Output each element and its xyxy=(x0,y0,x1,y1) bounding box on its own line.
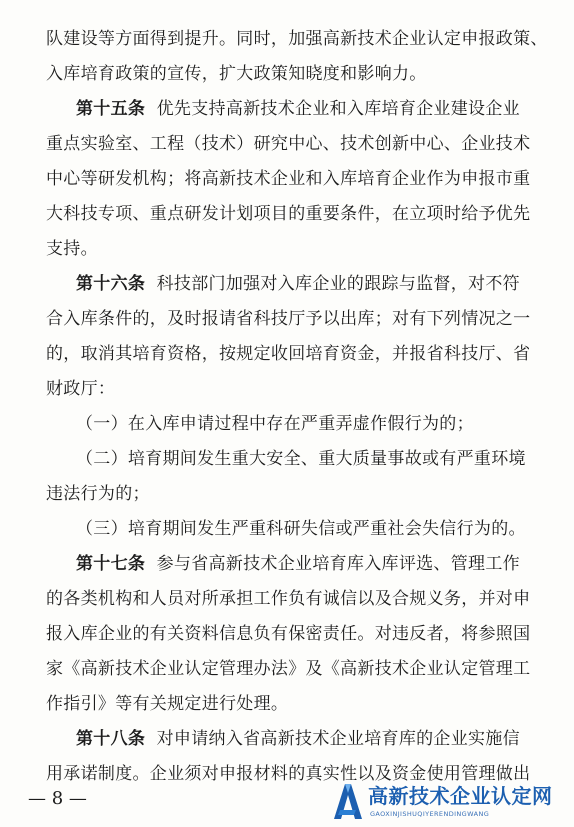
line-text: 用承诺制度。企业须对申报材料的真实性以及资金使用管理做出 xyxy=(46,764,531,784)
text-line xyxy=(46,133,530,155)
line-text: 的，取消其培育资格，按规定收回培育资金，并报省科技厅、省 xyxy=(46,344,531,364)
line-text: 科技部门加强对入库企业的跟踪与监督，对不符 xyxy=(156,274,520,294)
text-line xyxy=(46,483,150,505)
line-text: 报入库企业的有关资料信息负有保密责任。对违反者，将参照国 xyxy=(46,624,531,644)
line-text: 入库培育政策的宣传，扩大政策知晓度和影响力。 xyxy=(46,64,427,84)
line-text: 优先支持高新技术企业和入库培育企业建设企业 xyxy=(156,99,520,119)
text-line xyxy=(76,518,526,540)
article-heading: 第十七条 xyxy=(76,554,146,574)
line-text: （一）在入库申请过程中存在严重弄虚作假行为的； xyxy=(76,414,474,434)
text-line xyxy=(46,28,548,50)
logo-icon xyxy=(330,781,364,821)
line-text: 作指引》等有关规定进行处理。 xyxy=(46,694,289,714)
line-text: 家《高新技术企业认定管理办法》及《高新技术企业认定管理工 xyxy=(46,659,531,679)
line-text: 的各类机构和人员对所承担工作负有诚信以及合规义务，并对申 xyxy=(46,589,531,609)
watermark-subtitle: GAOXINJISHUQIYERENDINGWANG xyxy=(370,810,490,818)
line-text: 财政厅： xyxy=(46,379,116,399)
page-number: — 8 — xyxy=(28,788,87,809)
text-line xyxy=(76,553,520,575)
text-line xyxy=(46,308,530,330)
text-line xyxy=(76,273,520,295)
line-text: 合入库条件的，及时报请省科技厅予以出库；对有下列情况之一 xyxy=(46,309,531,329)
line-text: 大科技专项、重点研发计划项目的重要条件，在立项时给予优先 xyxy=(46,204,531,224)
text-line xyxy=(46,378,115,400)
text-line xyxy=(46,693,288,715)
article-heading: 第十五条 xyxy=(76,99,146,119)
text-line xyxy=(46,168,530,190)
text-line xyxy=(46,203,530,225)
line-text: 队建设等方面得到提升。同时，加强高新技术企业认定申报政策、 xyxy=(46,29,548,49)
article-heading: 第十八条 xyxy=(76,729,146,749)
line-text: 中心等研发机构；将高新技术企业和入库培育企业作为申报市重 xyxy=(46,169,531,189)
text-line xyxy=(76,413,474,435)
text-line xyxy=(46,63,427,85)
line-text: 重点实验室、工程（技术）研究中心、技术创新中心、企业技术 xyxy=(46,134,531,154)
text-line xyxy=(76,448,526,470)
text-line xyxy=(76,98,520,120)
text-line xyxy=(46,588,530,610)
text-line xyxy=(46,623,530,645)
line-text: 违法行为的； xyxy=(46,484,150,504)
article-heading: 第十六条 xyxy=(76,274,146,294)
line-text: 支持。 xyxy=(46,239,98,259)
watermark-title: 高新技术企业认定网 xyxy=(368,784,553,808)
line-text: 对申请纳入省高新技术企业培育库的企业实施信 xyxy=(156,729,520,749)
text-line xyxy=(46,238,98,260)
line-text: （三）培育期间发生严重科研失信或严重社会失信行为的。 xyxy=(76,519,526,539)
site-watermark xyxy=(330,781,574,827)
text-line xyxy=(46,343,530,365)
line-text: （二）培育期间发生重大安全、重大质量事故或有严重环境 xyxy=(76,449,526,469)
text-line xyxy=(46,658,530,680)
line-text: 参与省高新技术企业培育库入库评选、管理工作 xyxy=(156,554,520,574)
text-line xyxy=(76,728,520,750)
